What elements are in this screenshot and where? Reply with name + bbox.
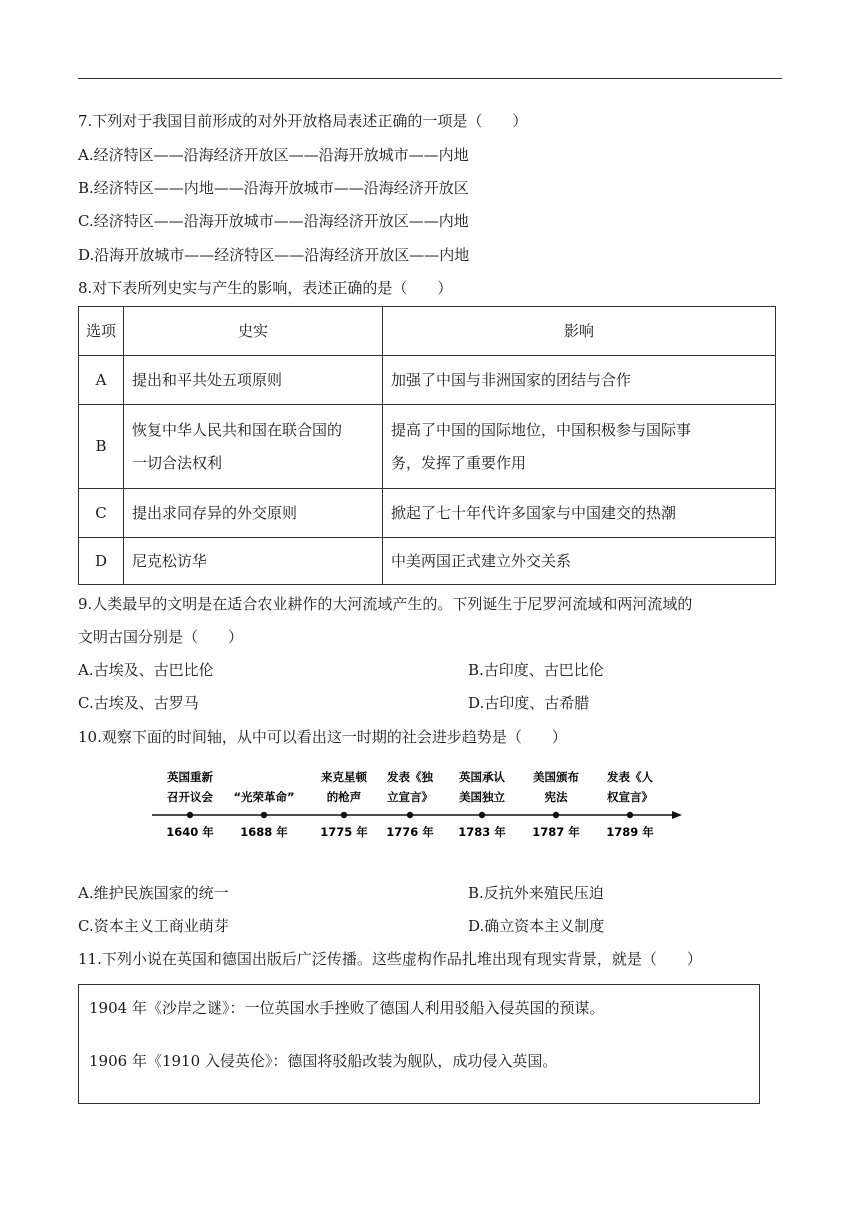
q9-stem-line2: 文明古国分别是（ ） bbox=[78, 628, 244, 646]
timeline-year: 1775 年 bbox=[320, 825, 368, 839]
q9-stem-line1: 9.人类最早的文明是在适合农业耕作的大河流域产生的。下列诞生于尼罗河流域和两河流域的 bbox=[78, 595, 693, 613]
row-fact: 提出和平共处五项原则 bbox=[124, 356, 383, 405]
timeline-dot bbox=[261, 812, 267, 818]
q10-option-d[interactable]: D.确立资本主义制度 bbox=[468, 917, 605, 935]
timeline-event-label: 召开议会 bbox=[167, 790, 213, 804]
timeline-event-label: “光荣革命” bbox=[233, 790, 295, 804]
timeline-event-label: 英国承认 bbox=[459, 770, 505, 784]
timeline-event-label: 宪法 bbox=[544, 790, 568, 804]
q10-option-c[interactable]: C.资本主义工商业萌芽 bbox=[78, 917, 229, 935]
q11-material-line: 1906 年《1910 入侵英伦》：德国将驳船改装为舰队，成功侵入英国。 bbox=[89, 1052, 558, 1070]
timeline-dot bbox=[627, 812, 633, 818]
q10-stem: 10.观察下面的时间轴，从中可以看出这一时期的社会进步趋势是（ ） bbox=[78, 728, 567, 746]
q8-table bbox=[78, 306, 776, 585]
row-fact: 尼克松访华 bbox=[124, 538, 383, 585]
timeline-event-label: 立宣言》 bbox=[387, 790, 433, 804]
row-impact: 中美两国正式建立外交关系 bbox=[383, 538, 776, 585]
row-impact-line: 提高了中国的国际地位，中国积极参与国际事 bbox=[391, 420, 692, 439]
q7-option-a[interactable]: A.经济特区——沿海经济开放区——沿海开放城市——内地 bbox=[78, 146, 469, 164]
row-fact: 提出求同存异的外交原则 bbox=[124, 489, 383, 538]
table-header-row bbox=[79, 307, 776, 356]
row-fact bbox=[124, 405, 383, 489]
timeline-year: 1776 年 bbox=[386, 825, 434, 839]
row-impact bbox=[383, 405, 776, 489]
timeline-year: 1688 年 bbox=[240, 825, 288, 839]
q9-option-c[interactable]: C.古埃及、古罗马 bbox=[78, 694, 199, 712]
timeline-event-label: 美国颁布 bbox=[533, 770, 579, 784]
timeline-arrow-icon bbox=[672, 811, 682, 819]
timeline-year: 1783 年 bbox=[458, 825, 506, 839]
table-header-option: 选项 bbox=[79, 307, 124, 356]
row-option: D bbox=[79, 538, 124, 585]
q11-material-box bbox=[78, 984, 760, 1104]
timeline-dot bbox=[407, 812, 413, 818]
q7-stem: 7.下列对于我国目前形成的对外开放格局表述正确的一项是（ ） bbox=[78, 112, 528, 130]
q7-option-d[interactable]: D.沿海开放城市——经济特区——沿海经济开放区——内地 bbox=[78, 246, 470, 264]
row-fact-line: 一切合法权利 bbox=[132, 453, 223, 472]
q11-material-line: 1904 年《沙岸之谜》：一位英国水手挫败了德国人利用驳船入侵英国的预谋。 bbox=[89, 999, 605, 1017]
q11-stem: 11.下列小说在英国和德国出版后广泛传播。这些虚构作品扎堆出现有现实背景，就是（ ） bbox=[78, 950, 702, 968]
table-row bbox=[79, 356, 776, 405]
table-row bbox=[79, 538, 776, 585]
table-row bbox=[79, 405, 776, 489]
timeline-event-label: 权宣言》 bbox=[607, 790, 653, 804]
row-impact: 加强了中国与非洲国家的团结与合作 bbox=[383, 356, 776, 405]
timeline-dot bbox=[553, 812, 559, 818]
timeline-event-label: 发表《独 bbox=[387, 770, 433, 784]
q10-option-b[interactable]: B.反抗外来殖民压迫 bbox=[468, 884, 604, 902]
q10-option-a[interactable]: A.维护民族国家的统一 bbox=[78, 884, 229, 902]
timeline-year: 1640 年 bbox=[166, 825, 214, 839]
table-row bbox=[79, 489, 776, 538]
q7-option-c[interactable]: C.经济特区——沿海开放城市——沿海经济开放区——内地 bbox=[78, 212, 469, 230]
row-option: B bbox=[79, 405, 124, 489]
timeline-event-label: 美国独立 bbox=[459, 790, 505, 804]
table-header-impact: 影响 bbox=[383, 307, 776, 356]
table-header-fact: 史实 bbox=[124, 307, 383, 356]
timeline-dot bbox=[187, 812, 193, 818]
timeline-year: 1789 年 bbox=[606, 825, 654, 839]
row-option: A bbox=[79, 356, 124, 405]
q9-option-b[interactable]: B.古印度、古巴比伦 bbox=[468, 661, 604, 679]
row-fact-line: 恢复中华人民共和国在联合国的 bbox=[132, 420, 343, 439]
row-impact-line: 务，发挥了重要作用 bbox=[391, 453, 527, 472]
q9-option-a[interactable]: A.古埃及、古巴比伦 bbox=[78, 661, 214, 679]
timeline-event-label: 来克星顿 bbox=[321, 770, 367, 784]
q9-option-d[interactable]: D.古印度、古希腊 bbox=[468, 694, 590, 712]
q8-stem: 8.对下表所列史实与产生的影响，表述正确的是（ ） bbox=[78, 279, 453, 297]
header-rule bbox=[78, 78, 782, 79]
timeline-dot bbox=[479, 812, 485, 818]
q7-option-b[interactable]: B.经济特区——内地——沿海开放城市——沿海经济开放区 bbox=[78, 179, 469, 197]
timeline-event-label: 的枪声 bbox=[326, 790, 362, 804]
timeline-year: 1787 年 bbox=[532, 825, 580, 839]
timeline-dot bbox=[341, 812, 347, 818]
row-impact: 掀起了七十年代许多国家与中国建交的热潮 bbox=[383, 489, 776, 538]
row-option: C bbox=[79, 489, 124, 538]
timeline-event-label: 发表《人 bbox=[607, 770, 653, 784]
timeline-event-label: 英国重新 bbox=[167, 770, 213, 784]
q10-timeline bbox=[148, 766, 688, 846]
